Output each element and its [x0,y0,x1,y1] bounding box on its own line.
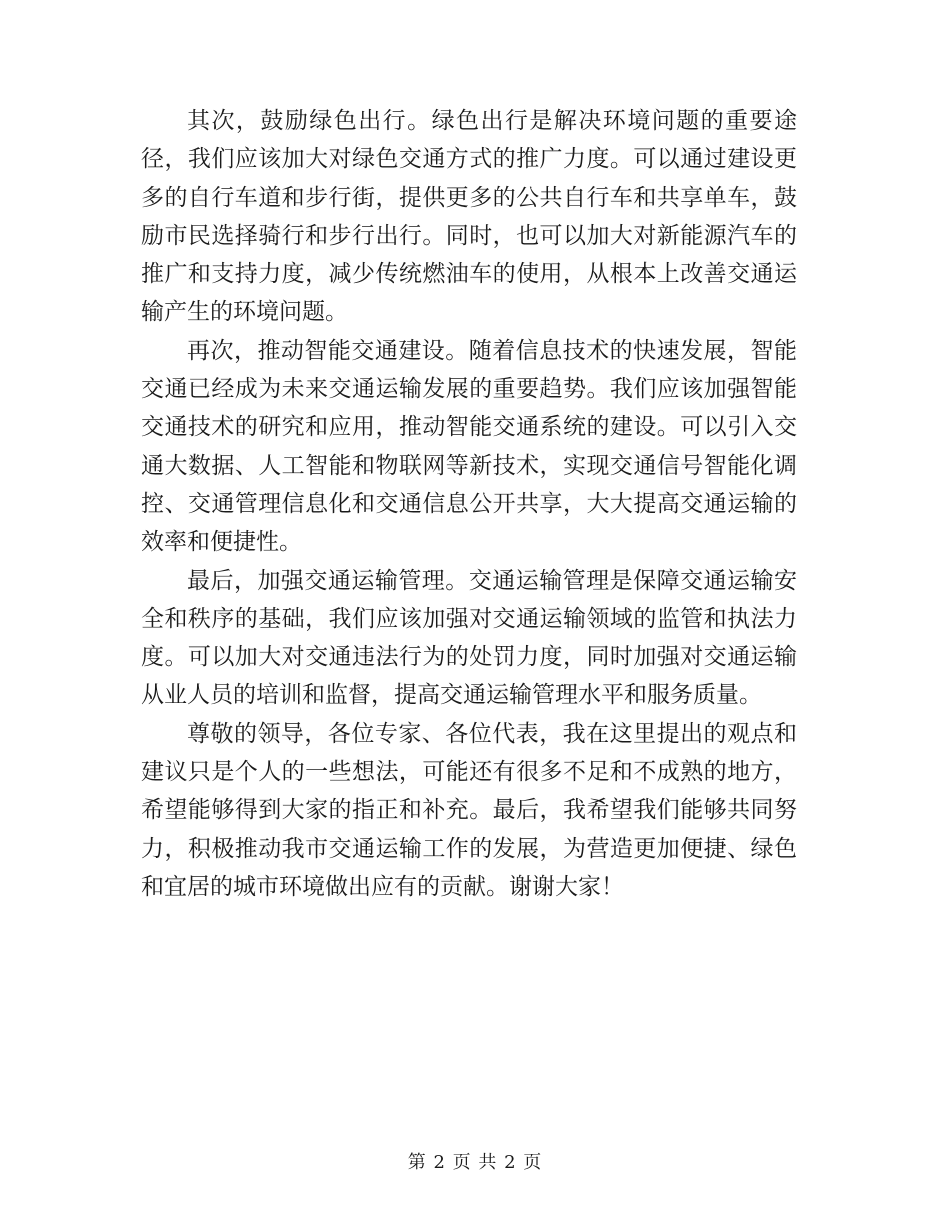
paragraph-transport-management: 最后，加强交通运输管理。交通运输管理是保障交通运输安全和秩序的基础，我们应该加强对交通运输领域的监管和执法力度。可以加大对交通违法行为的处罚力度，同时加强对交通运输从业人员的培训和监督，提高交通运输管理水平和服务质量。 [141,567,797,709]
page-number-footer: 第 2 页 共 2 页 [407,1152,543,1173]
paragraph-smart-transport: 再次，推动智能交通建设。随着信息技术的快速发展，智能交通已经成为未来交通运输发展的重要趋势。我们应该加强智能交通技术的研究和应用，推动智能交通系统的建设。可以引入交通大数据、人工智能和物联网等新技术，实现交通信号智能化调控、交通管理信息化和交通信息公开共享，大大提高交通运输的效率和便捷性。 [141,337,797,556]
paragraph-green-travel: 其次，鼓励绿色出行。绿色出行是解决环境问题的重要途径，我们应该加大对绿色交通方式的推广力度。可以通过建设更多的自行车道和步行街，提供更多的公共自行车和共享单车，鼓励市民选择骑行和步行出行。同时，也可以加大对新能源汽车的推广和支持力度，减少传统燃油车的使用，从根本上改善交通运输产生的环境问题。 [141,108,797,326]
paragraph-closing-remarks: 尊敬的领导，各位专家、各位代表，我在这里提出的观点和建议只是个人的一些想法，可能还有很多不足和不成熟的地方，希望能够得到大家的指正和补充。最后，我希望我们能够共同努力，积极推动我市交通运输工作的发展，为营造更加便捷、绿色和宜居的城市环境做出应有的贡献。谢谢大家！ [141,720,797,900]
document-body [141,102,797,906]
